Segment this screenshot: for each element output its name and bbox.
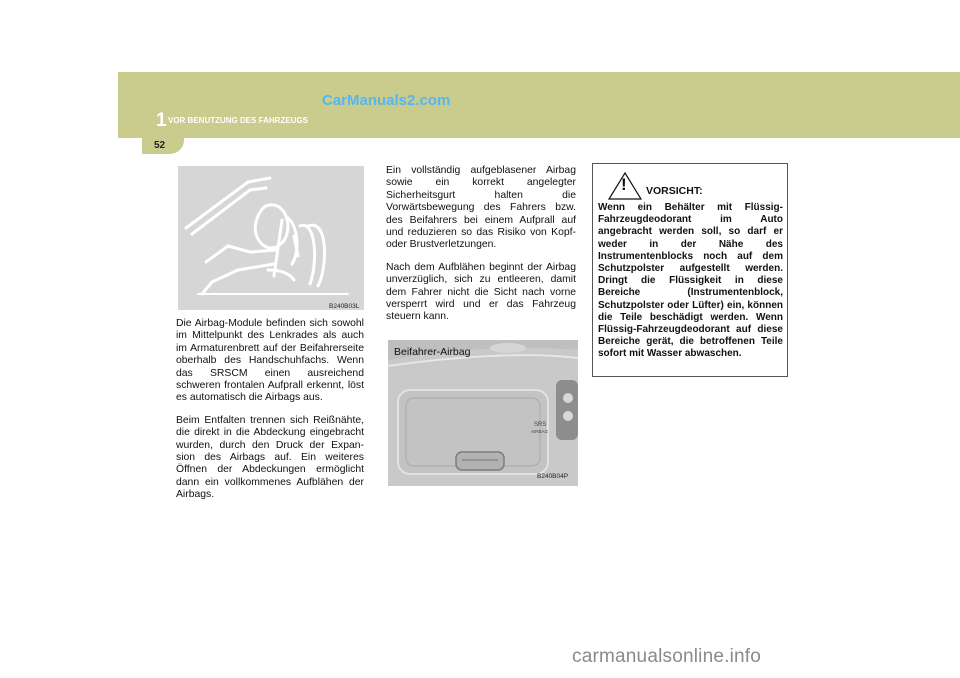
- srs-marking: SRS: [534, 422, 547, 428]
- figure-label: Beifahrer-Airbag: [394, 346, 471, 358]
- chapter-title: VOR BENUTZUNG DES FAHRZEUGS: [168, 116, 309, 125]
- driver-airbag-drawing: [178, 166, 364, 310]
- passenger-airbag-photo: [388, 340, 578, 486]
- paragraph: Die Airbag-Module befinden sich sowohl im Mittelpunkt des Lenkrades als auch im Armaturenbrett auf der Beifahrerseite oberhalb des Handschuhfachs. Wenn das SRSCM einen ausreichend schweren frontalen Aufprall erkennt, löst es automatisch die Airbags aus.: [176, 318, 364, 404]
- footer-watermark: carmanualsonline.info: [572, 646, 762, 667]
- paragraph: Beim Entfalten trennen sich Reißnähte, die direkt in die Abdeckung eingebracht wurden, durch den Druck der Expan-sion des Airbags auf. Ein weiteres Öffnen der Abdeckungen ermöglicht dann ein vollkommenes Aufblähen der Airbags.: [176, 414, 364, 501]
- chapter-number: 1: [156, 110, 167, 131]
- header-band: [118, 72, 960, 138]
- driver-airbag-illustration: [178, 166, 364, 310]
- paragraph: Ein vollständig aufgeblasener Airbag sowie ein korrekt angelegter Sicherheitsgurt halten die Vorwärtsbewegung des Fahrers bzw. des Beifahrers bei einem Aufprall auf und reduzieren so das Risiko von Kopf- oder Brustverletzungen.: [386, 165, 576, 251]
- airbag-marking: AIRBAG: [531, 429, 549, 434]
- page-number: 52: [154, 140, 166, 151]
- warning-body: Wenn ein Behälter mit Flüssig-Fahrzeugdeodorant im Auto angebracht werden soll, so darf er weder in der Nähe des Instrumentenblocks noch auf dem Schutzpolster aufgestellt werden. Dringt die Flüssigkeit in diese Bereiche (Instrumentenblock, Schutzpolster oder Lüfter) ein, können die Teile beschädigt werden. Wenn Flüssig-Fahrzeugdeodorant auf diese Bereiche gerät, die betroffenen Teile sofort mit Wasser abwaschen.: [598, 202, 783, 360]
- middle-column-text: [386, 165, 576, 334]
- figure-code: B240B03L: [329, 303, 360, 310]
- figure-code: B240B04P: [537, 473, 569, 480]
- paragraph: Nach dem Aufblähen beginnt der Airbag unverzüglich, sich zu entleeren, damit dem Fahrer nicht die Sicht nach vorne versperrt wird und er das Fahrzeug steuern kann.: [386, 261, 576, 323]
- passenger-airbag-drawing: [388, 340, 578, 486]
- warning-box: [592, 163, 788, 377]
- site-watermark-link[interactable]: CarManuals2.com: [322, 92, 451, 109]
- left-column-text: [176, 318, 364, 512]
- warning-header: [598, 168, 783, 202]
- warning-exclamation: !: [621, 175, 627, 194]
- warning-title: VORSICHT:: [646, 185, 703, 197]
